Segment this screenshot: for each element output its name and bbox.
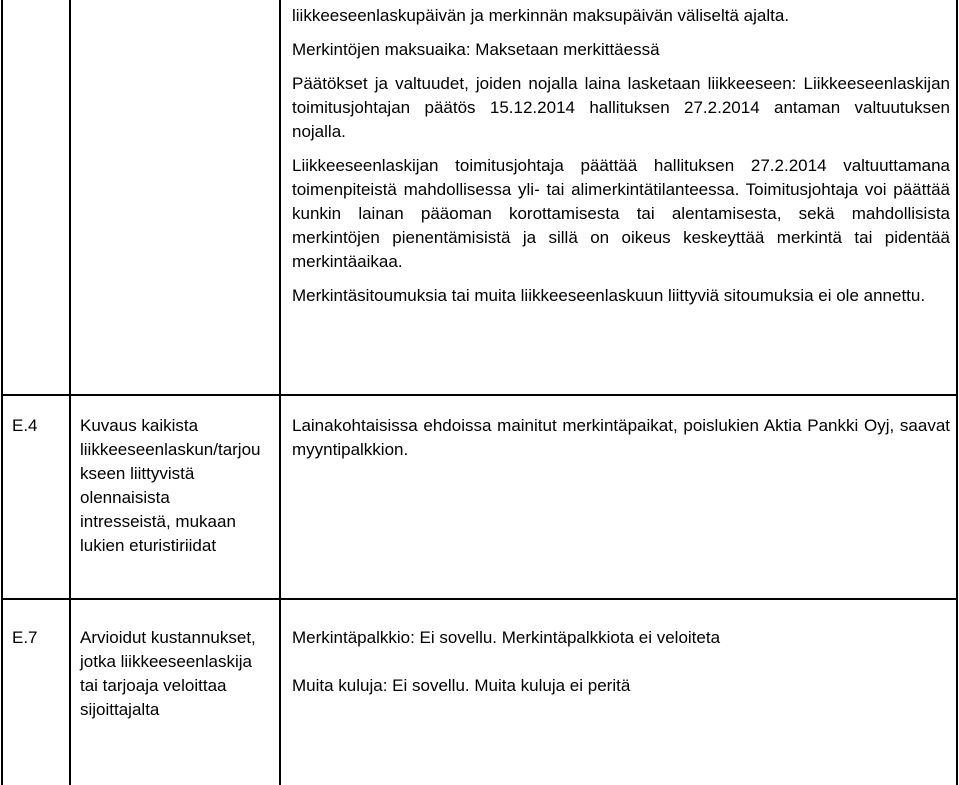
paragraph-interests: Lainakohtaisissa ehdoissa mainitut merkintäpaikat, poislukien Aktia Pankki Oyj, saavat myyntipalkkion. xyxy=(292,416,950,459)
row-code: E.7 xyxy=(12,628,38,647)
row-label: Arvioidut kustannukset, jotka liikkeeseenlaskija tai tarjoaja veloittaa sijoittajalta xyxy=(80,628,256,719)
row-content xyxy=(292,414,950,462)
row-label: Kuvaus kaikista liikkeeseenlaskun/tarjoukseen liittyvistä olennaisista intresseistä, mukaan lukien eturistiriidat xyxy=(80,416,261,555)
paragraph-decisions: Päätökset ja valtuudet, joiden nojalla laina lasketaan liikkeeseen: Liikkeeseenlaskijan toimitusjohtajan päätös 15.12.2014 hallituksen 27.2.2014 antaman valtuutuksen nojalla. xyxy=(292,74,950,141)
paragraph-other-costs: Muita kuluja: Ei sovellu. Muita kuluja ei peritä xyxy=(292,676,631,695)
paragraph-subscription-period: liikkeeseenlaskupäivän ja merkinnän maksupäivän väliseltä ajalta. xyxy=(292,6,790,25)
paragraph-commitments: Merkintäsitoumuksia tai muita liikkeeseenlaskuun liittyviä sitoumuksia ei ole annettu. xyxy=(292,286,926,305)
row-content xyxy=(292,626,950,698)
table-row-e7 xyxy=(0,600,959,785)
row-code: E.4 xyxy=(12,416,38,435)
paragraph-ceo-authority: Liikkeeseenlaskijan toimitusjohtaja päättää hallituksen 27.2.2014 valtuuttamana toimenpiteistä mahdollisessa yli- tai alimerkintätilanteessa. Toimitusjohtaja voi päättää kunkin lainan pääoman korottamisesta tai alentamisesta, sekä mahdollisista merkintöjen pienentämisistä ja sillä on oikeus keskeyttää merkintä tai pidentää merkintäaikaa. xyxy=(292,156,950,271)
row-content xyxy=(292,4,950,308)
paragraph-subscription-fee: Merkintäpalkkio: Ei sovellu. Merkintäpalkkiota ei veloiteta xyxy=(292,628,721,647)
table-row-e4 xyxy=(0,396,959,598)
paragraph-payment-time: Merkintöjen maksuaika: Maksetaan merkittäessä xyxy=(292,40,660,59)
